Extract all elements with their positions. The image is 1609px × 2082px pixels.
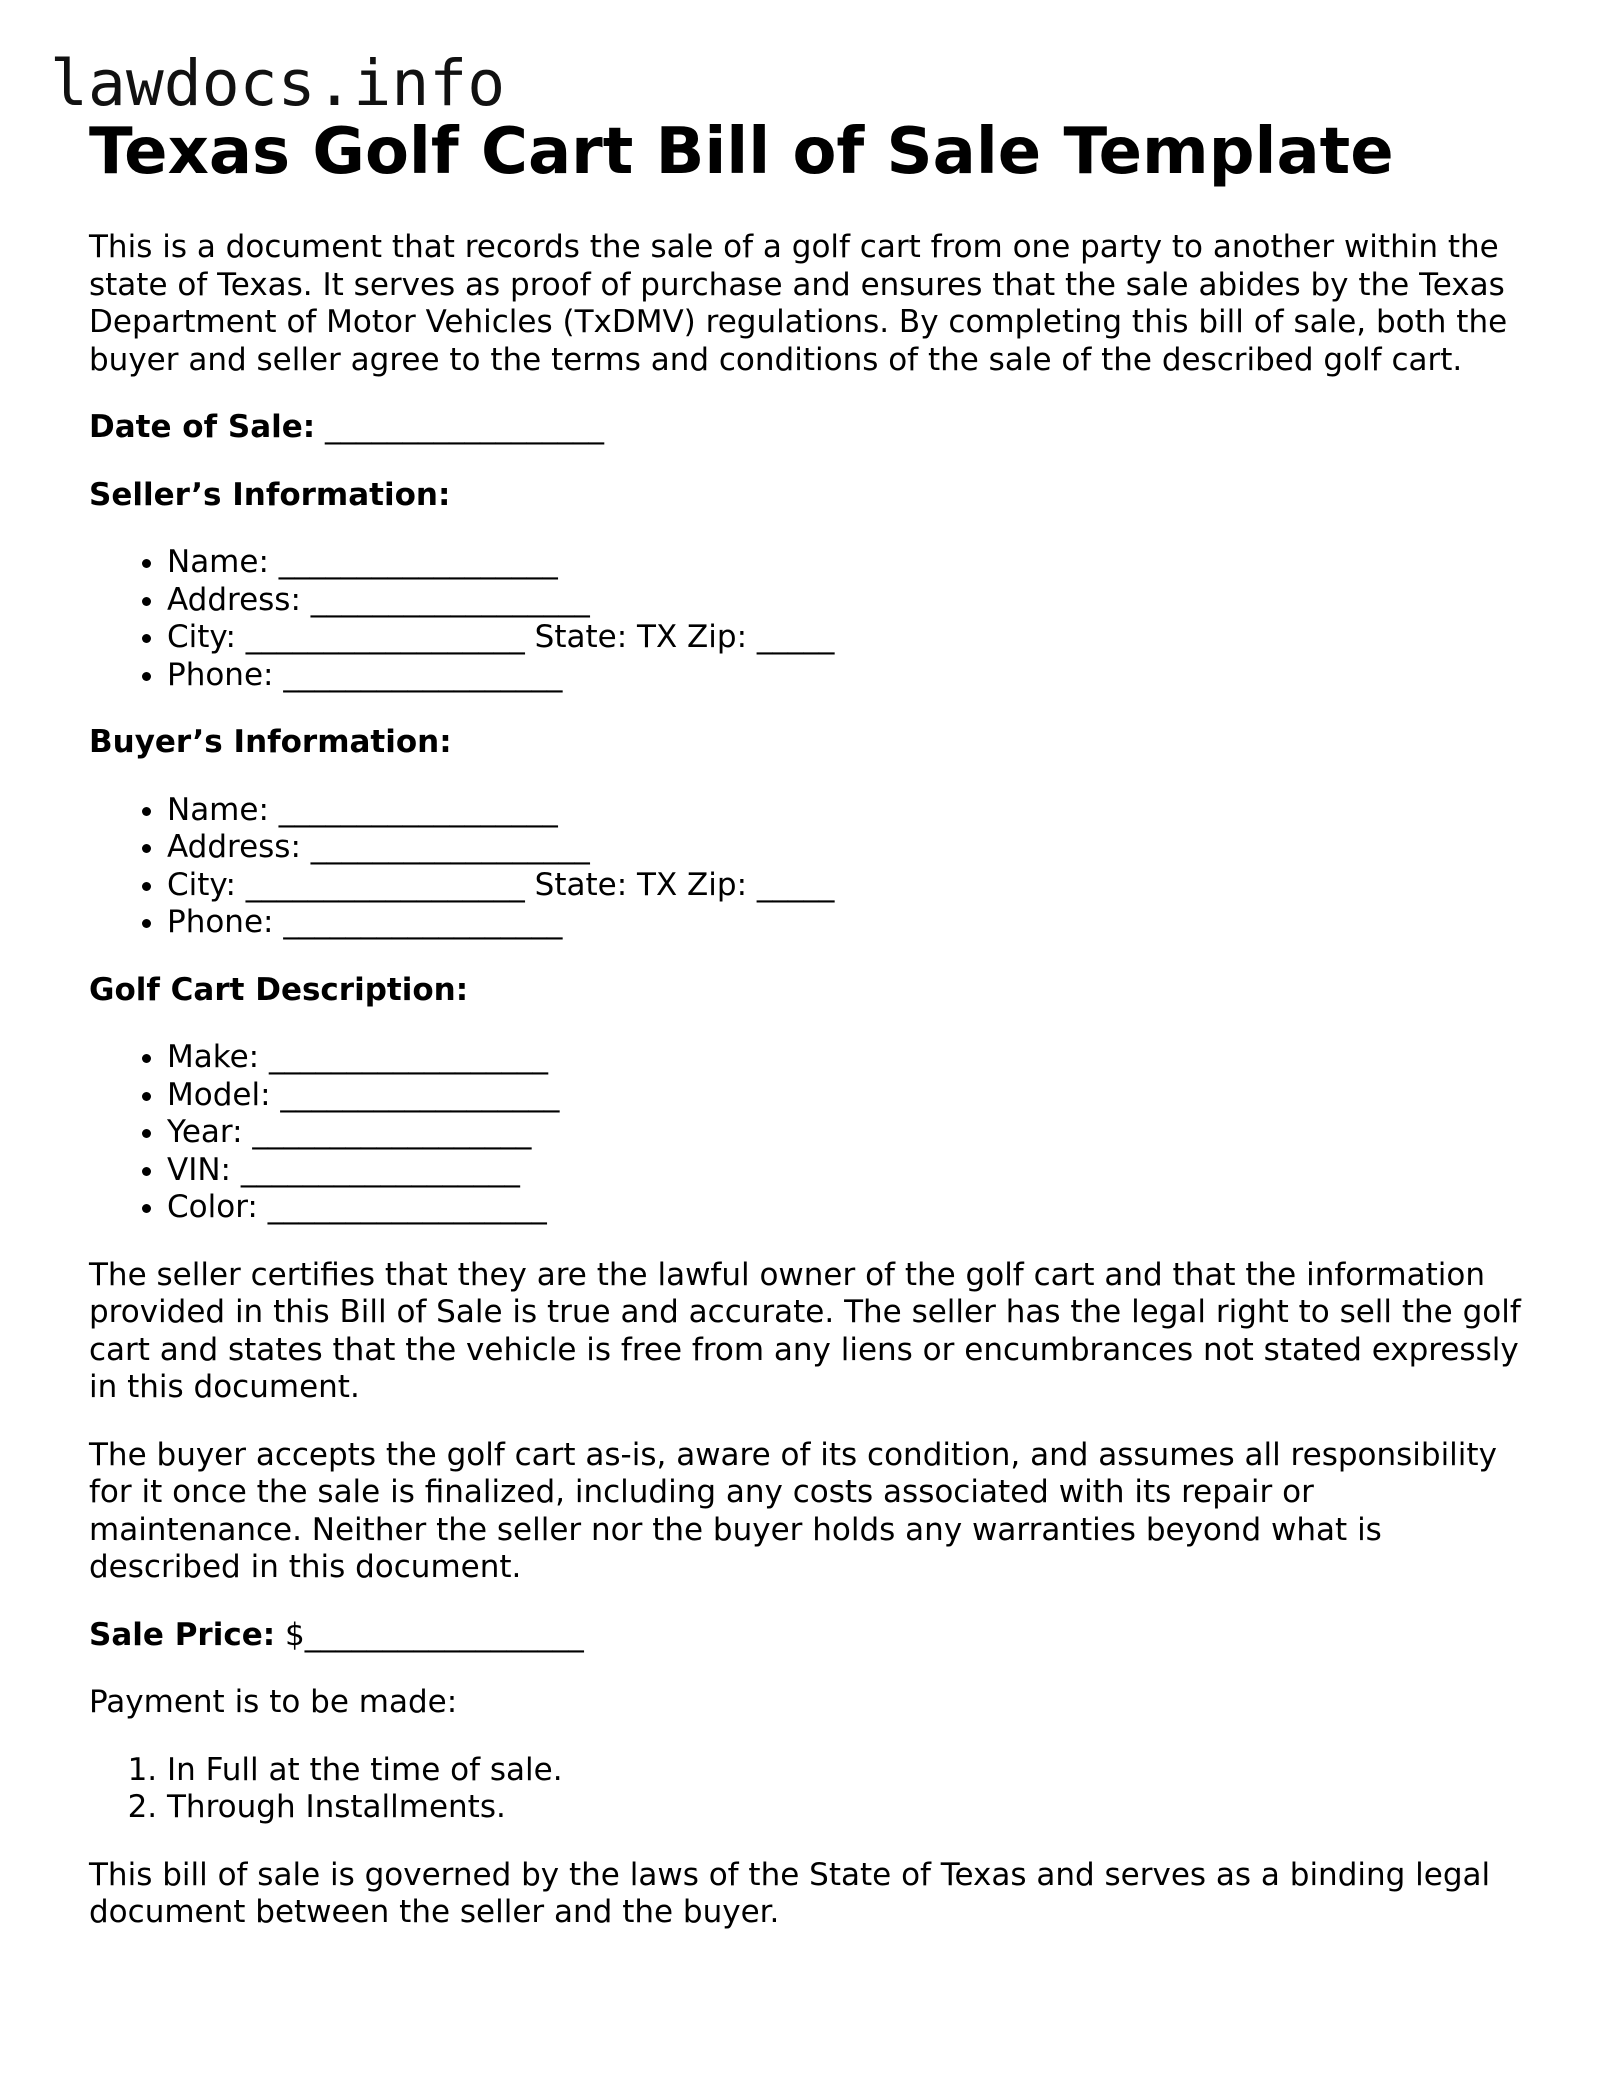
seller-city-item: • City: __________________ State: TX Zip: _____ (167, 619, 1529, 657)
buyer-info-list (89, 792, 1529, 942)
buyer-name-item: • Name: __________________ (167, 792, 1529, 830)
cart-vin-item: • VIN: __________________ (167, 1152, 1529, 1190)
buyer-city-item: • City: __________________ State: TX Zip: _____ (167, 867, 1529, 905)
date-of-sale-label: Date of Sale: (89, 409, 316, 445)
buyer-address-item: • Address: __________________ (167, 829, 1529, 867)
cart-make-item: • Make: __________________ (167, 1039, 1529, 1077)
cart-description-heading: Golf Cart Description: (89, 971, 469, 1008)
buyer-acceptance-paragraph: The buyer accepts the golf cart as-is, aware of its condition, and assumes all responsibility for it once the sale is finalized, including any costs associated with its repair or maintenance. Neither the seller nor the buyer holds any warranties beyond what is described in this document. (89, 1436, 1497, 1585)
payment-option-full: 1. In Full at the time of sale. (167, 1752, 1529, 1790)
seller-info-list (89, 544, 1529, 694)
sale-price-line (89, 1617, 1529, 1655)
sale-price-label: Sale Price: (89, 1616, 276, 1653)
watermark-logo: lawdocs.info (50, 47, 506, 120)
buyer-phone-item: • Phone: __________________ (167, 904, 1529, 942)
buyer-heading: Buyer’s Information: (89, 724, 452, 760)
date-of-sale-line (89, 409, 1529, 447)
date-of-sale-blank: __________________ (325, 409, 605, 445)
seller-certification-paragraph: The seller certifies that they are the lawful owner of the golf cart and that the information provided in this Bill of Sale is true and accurate. The seller has the legal right to sell the golf cart and states that the vehicle is free from any liens or encumbrances not stated expressly in this document. (89, 1256, 1521, 1405)
cart-color-item: • Color: __________________ (167, 1189, 1529, 1227)
page-title: Texas Golf Cart Bill of Sale Template (89, 115, 1394, 189)
cart-description-list (89, 1039, 1529, 1227)
document-page (89, 112, 1529, 1932)
payment-option-installments: 2. Through Installments. (167, 1789, 1529, 1827)
sale-price-blank: $__________________ (284, 1616, 584, 1653)
payment-options-list (89, 1752, 1529, 1827)
governing-law-paragraph: This bill of sale is governed by the laws of the State of Texas and serves as a binding legal document between the seller and the buyer. (89, 1856, 1491, 1930)
payment-intro: Payment is to be made: (89, 1684, 458, 1720)
seller-address-item: • Address: __________________ (167, 582, 1529, 620)
intro-paragraph: This is a document that records the sale of a golf cart from one party to another within the state of Texas. It serves as proof of purchase and ensures that the sale abides by the Texas Department of Motor Vehicles (TxDMV) regulations. By completing this bill of sale, both the buyer and seller agree to the terms and conditions of the sale of the described golf cart. (89, 229, 1508, 378)
seller-heading: Seller’s Information: (89, 476, 451, 513)
cart-year-item: • Year: __________________ (167, 1114, 1529, 1152)
seller-phone-item: • Phone: __________________ (167, 657, 1529, 695)
cart-model-item: • Model: __________________ (167, 1077, 1529, 1115)
seller-name-item: • Name: __________________ (167, 544, 1529, 582)
